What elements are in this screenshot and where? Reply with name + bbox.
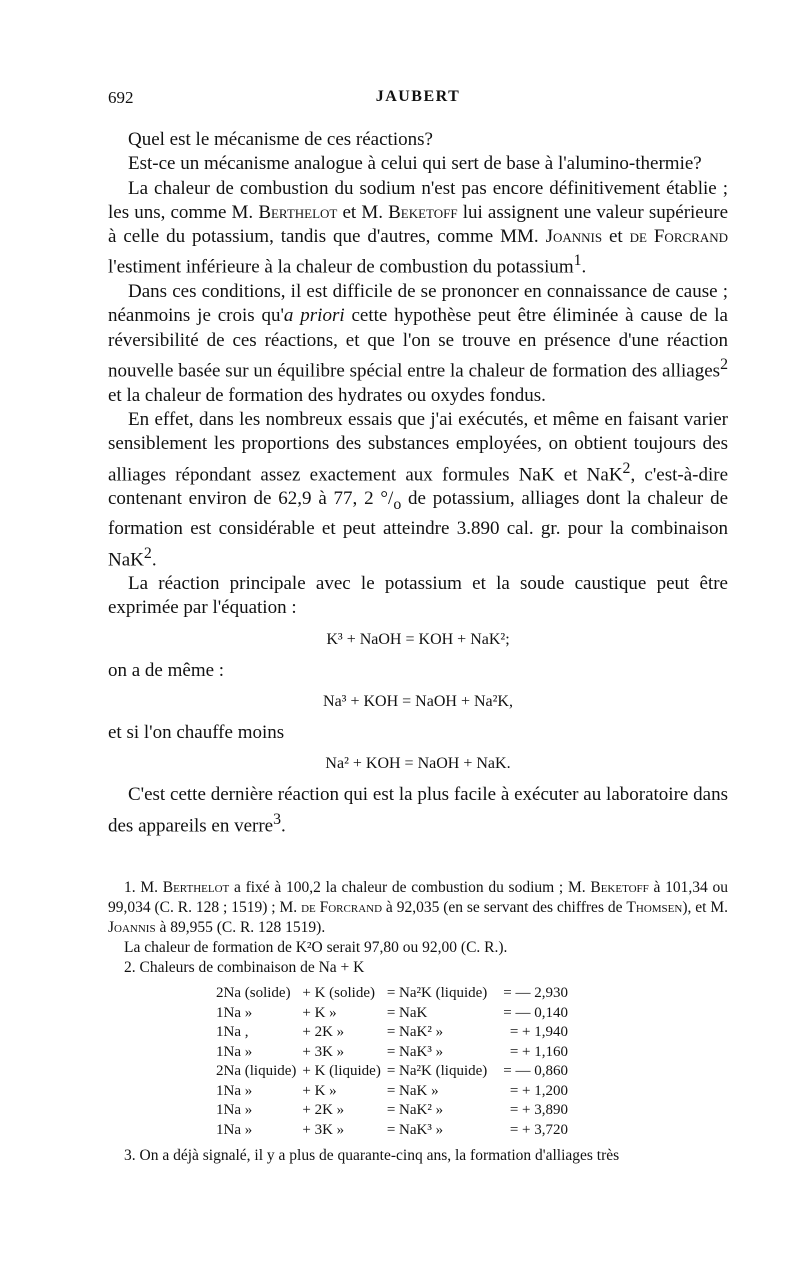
table-cell: 1Na »	[216, 1082, 253, 1099]
table-cell: 1Na »	[216, 1004, 253, 1021]
table-row	[216, 984, 574, 1004]
table-cell: = Na²K (liquide)	[386, 1063, 488, 1079]
table-cell: + 2K »	[302, 1102, 345, 1118]
table-row	[216, 1101, 574, 1121]
table-cell: + 3K »	[302, 1043, 345, 1060]
table-cell: = — 0,140	[503, 1004, 568, 1021]
table-cell: = + 1,200	[509, 1082, 568, 1099]
footnote-ref: 2	[720, 356, 728, 373]
table-cell: + K (liquide)	[302, 1063, 381, 1079]
table-cell: = + 1,940	[509, 1024, 568, 1040]
page-header	[108, 88, 728, 112]
table-cell: + K »	[302, 1004, 337, 1021]
footnote-2: 2. Chaleurs de combinaison de Na + K	[124, 959, 365, 976]
equation-2: Na³ + KOH = NaOH + Na²K,	[323, 693, 513, 711]
footnote-1-continued: La chaleur de formation de K²O serait 97,80 ou 92,00 (C. R.).	[124, 939, 508, 956]
table-cell: = + 3,720	[509, 1121, 568, 1138]
author-name: Beketoff	[388, 201, 458, 223]
table-cell: + K »	[302, 1082, 337, 1099]
table-cell: = NaK² »	[386, 1024, 444, 1040]
table-cell: = NaK	[386, 1004, 428, 1021]
table-cell: = + 1,160	[509, 1043, 568, 1060]
running-title: JAUBERT	[375, 88, 461, 105]
paragraph-6: La réaction principale avec le potassium et la soude caustique peut être exprimée par l'équation :	[108, 573, 728, 619]
table-cell: = + 3,890	[509, 1102, 568, 1118]
page-number: 692	[108, 88, 134, 107]
connector-text-1: on a de même :	[108, 659, 225, 681]
table-cell: 1Na »	[216, 1043, 253, 1060]
footnote-ref: 1	[573, 252, 582, 270]
table-cell: + K (solide)	[302, 985, 376, 1001]
table-cell: = NaK³ »	[386, 1043, 444, 1060]
main-text	[108, 128, 728, 838]
connector-text-2: et si l'on chauffe moins	[108, 722, 285, 744]
paragraph-1: Quel est le mécanisme de ces réactions?	[128, 129, 433, 150]
table-cell: + 2K »	[302, 1024, 345, 1040]
table-row	[216, 1004, 574, 1024]
table-cell: 1Na »	[216, 1102, 253, 1118]
paragraph-7: C'est cette dernière réaction qui est la plus facile à exécuter au laboratoire dans des appareils en verre$^3$.	[108, 784, 728, 836]
paragraph-2: Est-ce un mécanisme analogue à celui qui sert de base à l'alumino-thermie?	[128, 153, 702, 175]
table-cell: = NaK³ »	[386, 1121, 444, 1138]
table-cell: = — 0,860	[503, 1063, 568, 1079]
table-cell: = Na²K (liquide)	[386, 985, 488, 1001]
table-cell: 2Na (liquide)	[216, 1063, 297, 1079]
table-row	[216, 1043, 574, 1063]
footnotes	[108, 878, 728, 1166]
combination-heat-table	[216, 984, 574, 1140]
table-cell: = — 2,930	[503, 985, 568, 1001]
table-cell: 2Na (solide)	[216, 985, 291, 1001]
table-cell: 1Na »	[216, 1121, 253, 1138]
footnote-1: 1. M. Berthelot a fixé à 100,2 la chaleur de combustion du sodium ; M. Beketoff à 101,34 ou 99,034 (C. R. 128 ; 1519) ; M. de Forcrand à 92,035 (en se servant des chiffres de Thomsen), et M. Joannis à 89,955 (C. R. 128 1519).	[108, 879, 728, 936]
author-name: de Forcrand	[629, 226, 728, 248]
table-cell: = NaK »	[386, 1082, 439, 1099]
paragraph-4: Dans ces conditions, il est difficile de se prononcer en connaissance de cause ; néanmoins je crois qu'a priori cette hypothèse peut être éliminée à cause de la réversibilité de ces réactions, et que l'on se trouve en présence d'une réaction nouvelle basée sur un équilibre spécial entre la chaleur de formation des alliages$^2$ et la chaleur de formation des hydrates ou oxydes fondus.	[108, 281, 728, 406]
equation-1: K³ + NaOH = KOH + NaK²;	[326, 630, 510, 648]
table-row	[216, 1121, 574, 1141]
paragraph-3: La chaleur de combustion du sodium n'est pas encore définitivement établie ; les uns, comme M. Berthelot et M. Beketoff lui assignent une valeur supérieure à celle du potassium, tandis que d'autres, comme MM. Joannis et de Forcrand l'estiment inférieure à la chaleur de combustion du potassium$^1$.	[108, 177, 729, 278]
table-row	[216, 1082, 574, 1102]
author-name: Joannis	[545, 226, 603, 248]
footnote-ref: 3	[273, 810, 282, 828]
footnote-3: 3. On a déjà signalé, il y a plus de quarante-cinq ans, la formation d'alliages très	[124, 1147, 620, 1164]
paragraph-5: En effet, dans les nombreux essais que j'ai exécutés, et même en faisant varier sensiblement les proportions des substances employées, on obtient toujours des alliages répondant assez exactement aux formules NaK et NaK$^2$, c'est-à-dire contenant environ de 62,9 à 77, 2 $^\circ/_o$ de potassium, alliages dont la chaleur de formation est considérable et peut atteindre 3.890 cal. gr. pour la combinaison NaK$^2$.	[108, 408, 728, 570]
author-name: Berthelot	[258, 201, 338, 223]
table-cell: 1Na ,	[216, 1024, 249, 1040]
table-row	[216, 1062, 574, 1082]
table-cell: = NaK² »	[386, 1102, 444, 1118]
table-row	[216, 1023, 574, 1043]
equation-3: Na² + KOH = NaOH + NaK.	[325, 755, 511, 773]
table-cell: + 3K »	[302, 1121, 345, 1138]
